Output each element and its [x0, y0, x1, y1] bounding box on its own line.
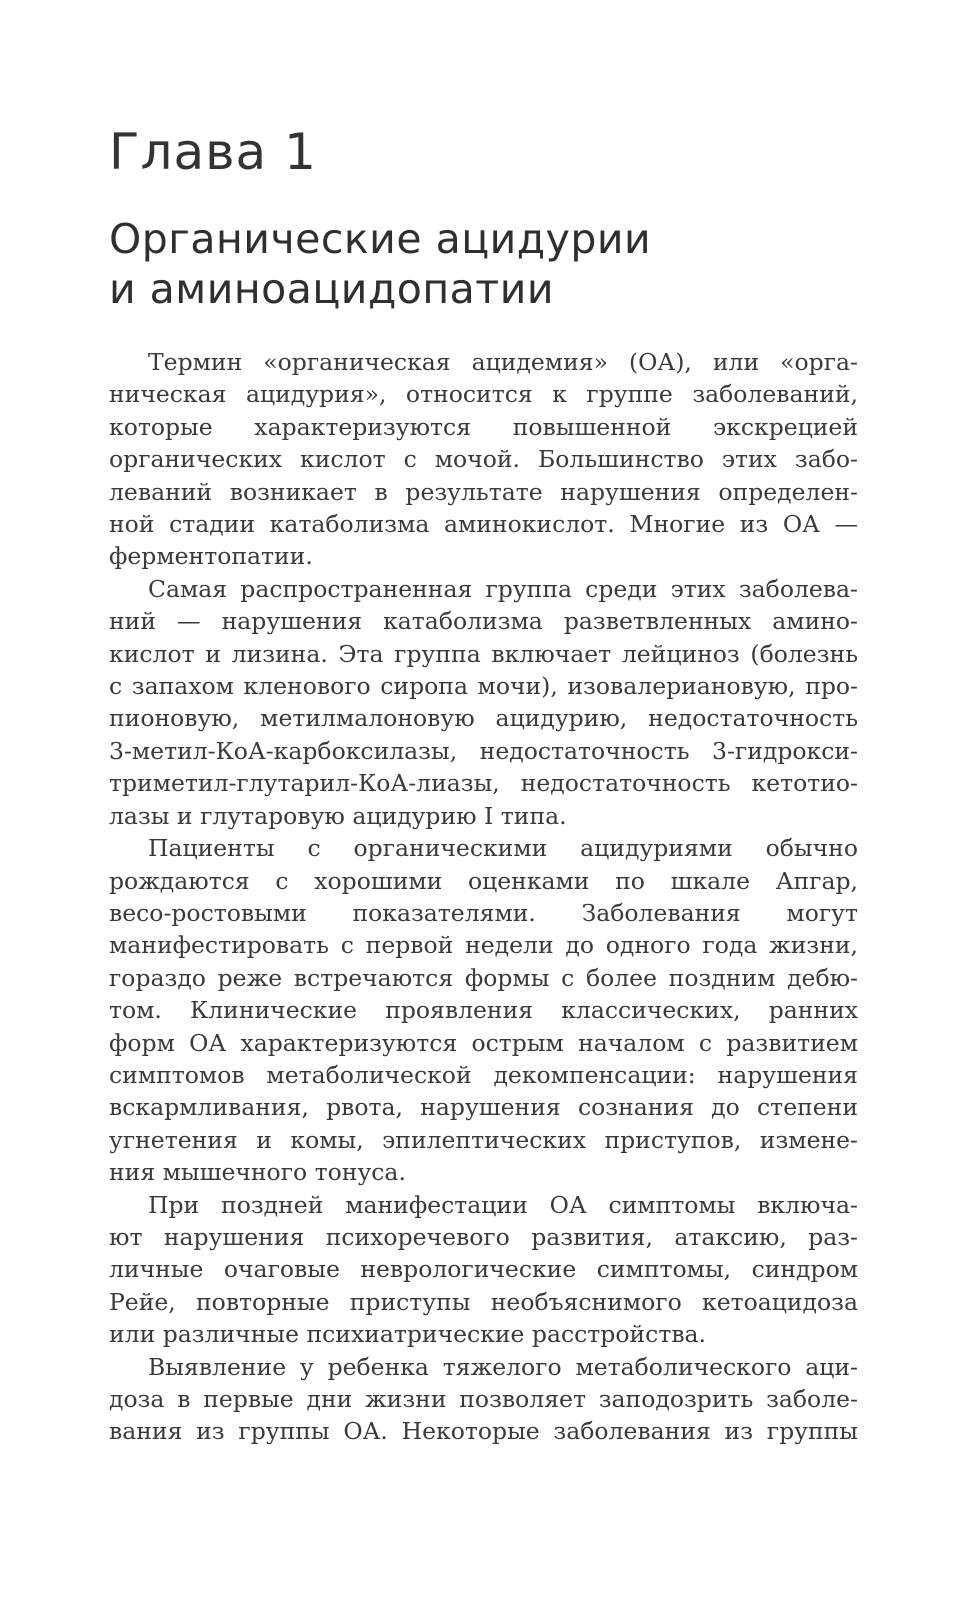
text-line: Пациенты с органическими ацидуриями обычно [148, 834, 858, 863]
text-line: гораздо реже встречаются формы с более поздним дебю- [109, 963, 858, 992]
text-line: ферментопатии. [109, 542, 313, 571]
text-line: ний — нарушения катаболизма разветвленных амино- [109, 607, 858, 636]
chapter-title [109, 214, 869, 314]
text-line: кислот и лизина. Эта группа включает лейциноз (болезнь [109, 639, 858, 668]
paragraph [109, 832, 858, 1188]
text-line: леваний возникает в результате нарушения определен- [109, 477, 858, 506]
text-line: вскармливания, рвота, нарушения сознания до степени [109, 1093, 858, 1122]
paragraph [109, 1189, 858, 1351]
text-line: симптомов метаболической декомпенсации: нарушения [109, 1060, 858, 1089]
text-line: пионовую, метилмалоновую ацидурию, недостаточность [109, 704, 858, 733]
text-line: При поздней манифестации ОА симптомы включа- [148, 1190, 858, 1219]
text-line: с запахом кленового сиропа мочи), изовалериановую, про- [109, 672, 858, 701]
text-line: доза в первые дни жизни позволяет заподозрить заболе- [109, 1385, 858, 1413]
text-line: ной стадии катаболизма аминокислот. Многие из ОА — [109, 510, 858, 539]
text-line: форм ОА характеризуются острым началом с развитием [109, 1028, 858, 1057]
chapter-title-line: Органические ацидурии [109, 215, 652, 263]
paragraph [109, 346, 858, 573]
paragraph [109, 1351, 858, 1448]
text-line: ют нарушения психоречевого развития, атаксию, раз- [109, 1222, 858, 1251]
text-line: Термин «органическая ацидемия» (ОА), или «орга- [148, 348, 858, 376]
text-line: Рейе, повторные приступы необъяснимого кетоацидоза [109, 1287, 858, 1316]
text-line: ническая ацидурия», относится к группе заболеваний, [109, 380, 858, 409]
text-line: лазы и глутаровую ацидурию I типа. [109, 801, 567, 830]
chapter-title-line: и аминоацидопатии [109, 265, 554, 313]
text-line: Выявление у ребенка тяжелого метаболического аци- [148, 1352, 858, 1381]
text-line: 3-метил-КоА-карбоксилазы, недостаточность 3-гидрокси- [109, 736, 858, 765]
text-line: Самая распространенная группа среди этих заболева- [148, 574, 858, 603]
text-line: или различные психиатрические расстройства. [109, 1320, 707, 1349]
text-line: триметил-глутарил-КоА-лиазы, недостаточность кетотио- [109, 769, 858, 798]
text-line: вания из группы ОА. Некоторые заболевания из группы [109, 1417, 858, 1446]
text-line: рождаются с хорошими оценками по шкале Апгар, [109, 866, 858, 895]
text-line: ния мышечного тонуса. [109, 1158, 406, 1187]
text-line: весо-ростовыми показателями. Заболевания могут [109, 898, 858, 927]
text-line: угнетения и комы, эпилептических приступов, измене- [109, 1125, 858, 1154]
chapter-label: Глава 1 [109, 123, 317, 181]
body-text [109, 346, 858, 1448]
paragraph [109, 573, 858, 832]
text-line: личные очаговые неврологические симптомы, синдром [109, 1255, 858, 1284]
text-line: органических кислот с мочой. Большинство этих забо- [109, 445, 858, 474]
text-line: том. Клинические проявления классических, ранних [109, 996, 858, 1025]
text-line: манифестировать с первой недели до одного года жизни, [109, 931, 858, 960]
text-line: которые характеризуются повышенной экскрецией [109, 412, 858, 441]
